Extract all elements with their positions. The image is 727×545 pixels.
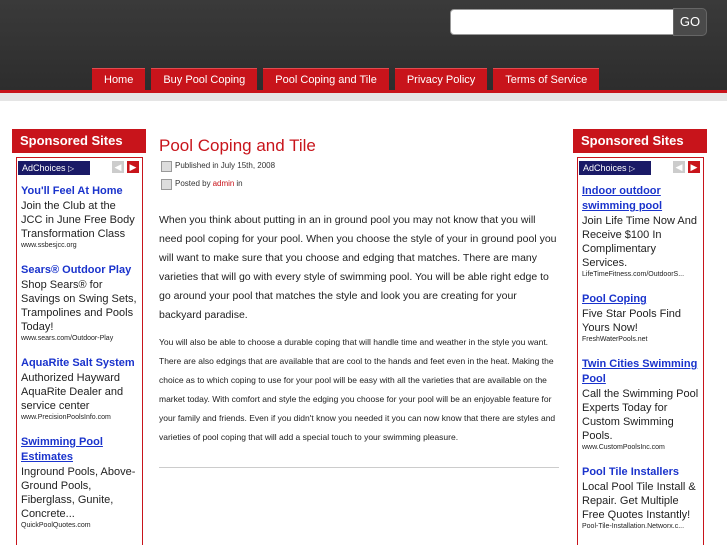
search-input[interactable] (450, 9, 674, 35)
post-published (161, 157, 565, 175)
ad-title[interactable]: Swimming Pool Estimates (21, 436, 103, 463)
ad-body: Local Pool Tile Install & Repair. Get Multiple Free Quotes Instantly! (582, 481, 696, 521)
ad-title[interactable]: Pool Coping (582, 293, 647, 305)
ad-body: Join the Club at the JCC in June Free Body Transformation Class (21, 200, 135, 240)
ad-item[interactable] (582, 465, 700, 532)
adchoices-label: AdChoices (583, 163, 627, 173)
ad-url[interactable]: QuickPoolQuotes.com (21, 522, 91, 529)
sidebar-title: Sponsored Sites (12, 129, 146, 153)
ad-arrows (673, 161, 700, 173)
site-header (0, 0, 727, 90)
ad-title[interactable]: Twin Cities Swimming Pool (582, 358, 698, 385)
published-date: Published in July 15th, 2008 (175, 161, 276, 170)
ad-url[interactable]: FreshWaterPools.net (582, 336, 648, 343)
next-arrow-icon[interactable]: ▶ (688, 161, 700, 173)
ad-url[interactable]: Pool-Tile-Installation.Networx.c... (582, 523, 685, 530)
ad-arrows (112, 161, 139, 173)
adchoices-icon: ▷ (629, 164, 636, 173)
ad-list (582, 184, 700, 544)
ad-item[interactable] (582, 292, 700, 345)
nav-item-terms-of-service[interactable]: Terms of Service (493, 68, 599, 90)
post-author (161, 175, 565, 193)
posted-in-label: in (236, 179, 243, 188)
ad-url[interactable]: www.CustomPoolsInc.com (582, 444, 665, 451)
nav-item-privacy-policy[interactable]: Privacy Policy (395, 68, 487, 90)
ad-title[interactable]: AquaRite Salt System (21, 357, 135, 369)
calendar-icon (161, 161, 172, 172)
ad-body: Join Life Time Now And Receive $100 In Complimentary Services. (582, 215, 697, 269)
ad-title[interactable]: Sears® Outdoor Play (21, 264, 132, 276)
prev-arrow-icon[interactable]: ◀ (673, 161, 685, 173)
adchoices-icon: ▷ (68, 164, 75, 173)
ad-box (16, 157, 143, 545)
adchoices-badge[interactable] (579, 161, 651, 175)
ad-box (577, 157, 704, 545)
nav-item-pool-coping-and-tile[interactable]: Pool Coping and Tile (263, 68, 389, 90)
next-arrow-icon[interactable]: ▶ (127, 161, 139, 173)
nav-item-buy-pool-coping[interactable]: Buy Pool Coping (151, 68, 257, 90)
ad-url[interactable]: LifeTimeFitness.com/OutdoorS... (582, 271, 685, 278)
post-paragraph-1: When you think about putting in an in ground pool you may not know that you will need pool coping for your pool. When you choose the style of your in ground pool you will want to make sure that you choose and edging that matches. There are many varieties that will go with every style of swimming pool. You will be able right edge to go around your pool that matches the style and look you are creating for your backyard paradise. (159, 214, 557, 321)
ad-list (21, 184, 139, 543)
prev-arrow-icon[interactable]: ◀ (112, 161, 124, 173)
sidebar-left (12, 129, 146, 545)
ad-item[interactable] (21, 184, 139, 251)
go-button[interactable]: GO (673, 8, 707, 36)
ad-body: Inground Pools, Above-Ground Pools, Fiberglass, Gunite, Concrete... (21, 466, 136, 520)
author-link[interactable]: admin (212, 179, 235, 188)
ad-title[interactable]: Indoor outdoor swimming pool (582, 185, 663, 212)
main-nav (92, 68, 605, 90)
header-gray-divider (0, 93, 727, 101)
ad-title[interactable]: Pool Tile Installers (582, 466, 679, 478)
ad-url[interactable]: www.ssbesjcc.org (21, 242, 77, 249)
nav-item-home[interactable]: Home (92, 68, 145, 90)
ad-item[interactable] (21, 435, 139, 531)
ad-item[interactable] (582, 184, 700, 280)
sidebar-right (573, 129, 707, 545)
main-content (155, 129, 565, 545)
post-paragraph-2: You will also be able to choose a durable coping that will handle time and weather in the style you want. There are also edgings that are available that are cool to the hands and feet even in the heat. Making the choice as to which coping to use for your pool will be easy with all the varieties that are available on the market today. With comfort and style the edging you choose for your pool will be an enjoyable feature for your family and friends. Even if you didn't know you needed it you can now know that there are styles and varieties of pool coping that will add a special touch to your swimming pleasure. (159, 337, 556, 442)
post-title[interactable]: Pool Coping and Tile (159, 136, 316, 155)
author-icon (161, 179, 172, 190)
ad-body: Shop Sears® for Savings on Swing Sets, Trampolines and Pools Today! (21, 279, 137, 333)
ad-item[interactable] (21, 263, 139, 344)
ad-url[interactable]: www.PrecisionPoolsInfo.com (21, 414, 111, 421)
adchoices-label: AdChoices (22, 163, 66, 173)
ad-body: Authorized Hayward AquaRite Dealer and service center (21, 372, 124, 412)
ad-item[interactable] (21, 356, 139, 423)
ad-body: Five Star Pools Find Yours Now! (582, 308, 682, 334)
adchoices-badge[interactable] (18, 161, 90, 175)
posted-by-label: Posted by (175, 179, 211, 188)
ad-body: Call the Swimming Pool Experts Today for Custom Swimming Pools. (582, 388, 699, 442)
post-divider (159, 467, 559, 468)
sidebar-title: Sponsored Sites (573, 129, 707, 153)
ad-title[interactable]: You'll Feel At Home (21, 185, 123, 197)
ad-item[interactable] (582, 357, 700, 453)
ad-url[interactable]: www.sears.com/Outdoor-Play (21, 335, 114, 342)
